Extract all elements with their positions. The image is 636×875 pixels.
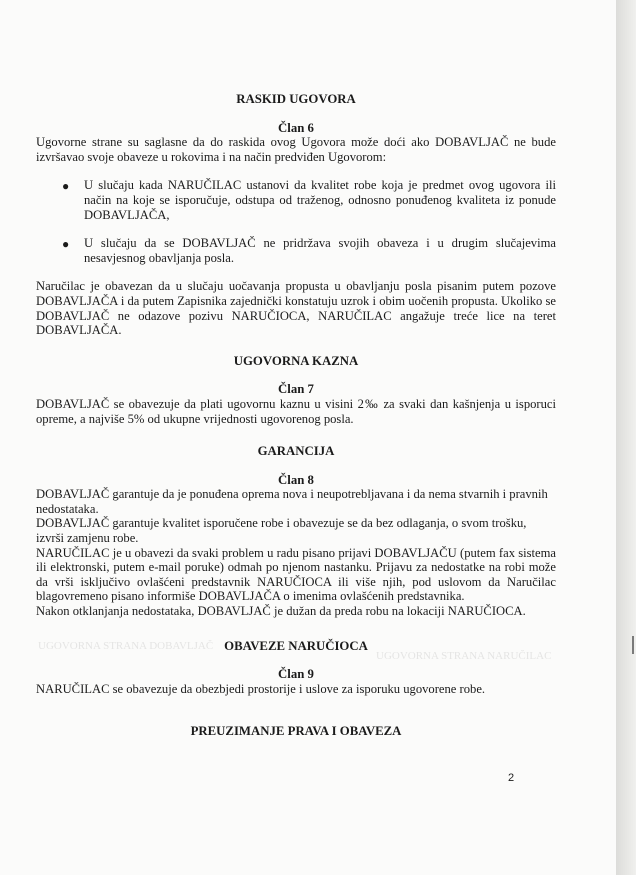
list-item-text: U slučaju kada NARUČILAC ustanovi da kvalitet robe koja je predmet ovog ugovora ili način na koje se isporučuje, odstupa od traženog, odnosno ponuđenog kvaliteta iz ponude DOBAVLJAČA,	[84, 178, 556, 222]
article-6-paragraph-2: Naručilac je obavezan da u slučaju uočavanja propusta u obavljanju posla pisanim putem pozove DOBAVLJAČA i da putem Zapisnika zajednički konstatuju uzrok i obim uočenih propusta. Ukoliko se DOBAVLJAČ ne odazove pozivu NARUČIOCA, NARUČILAC angažuje treće lice na teret DOBAVLJAČA.	[36, 279, 556, 338]
section-heading-garancija: GARANCIJA	[257, 444, 335, 459]
list-item	[36, 236, 556, 265]
bullet-icon: ●	[62, 179, 70, 194]
article-title-6: Član 6	[278, 120, 314, 135]
section-heading-kazna: UGOVORNA KAZNA	[233, 353, 359, 368]
article-title-8: Član 8	[278, 472, 314, 487]
article-9-text: NARUČILAC se obavezuje da obezbjedi prostorije i uslove za isporuku ugovorene robe.	[36, 681, 486, 696]
show-through-right-text: UGOVORNA STRANA NARUČILAC	[376, 650, 552, 662]
article-title-7: Član 7	[278, 382, 314, 397]
article-8-paragraph-2: DOBAVLJAČ garantuje kvalitet isporučene robe i obavezuje se da bez odlaganja, o svom trošku, izvrši zamjenu robe.	[36, 516, 527, 546]
article-title-9: Član 9	[278, 667, 314, 682]
article-8-paragraph-4: Nakon otklanjanja nedostataka, DOBAVLJAČ je dužan da preda robu na lokaciji NARUČIOCA.	[36, 604, 526, 619]
document-body	[36, 92, 556, 739]
section-heading-preuzimanje: PREUZIMANJE PRAVA I OBAVEZA	[190, 724, 402, 739]
article-6-intro: Ugovorne strane su saglasne da do raskida ovog Ugovora može doći ako DOBAVLJAČ ne bude izvršavao svoje obaveze u rokovima i na način predviđen Ugovorom:	[36, 135, 556, 164]
article-7-text: DOBAVLJAČ se obavezuje da plati ugovornu kaznu u visini 2‰ za svaki dan kašnjenja u isporuci opreme, a najviše 5% od ukupne vrijednosti ugovorenog posla.	[36, 396, 556, 426]
article-6-list	[36, 178, 556, 265]
section-heading-raskid: RASKID UGOVORA	[236, 92, 356, 106]
bullet-icon: ●	[62, 237, 70, 252]
list-item-text: U slučaju da se DOBAVLJAČ ne pridržava svojih obaveza i u drugim slučajevima nesavjesnog obavljanja posla.	[84, 236, 556, 265]
list-item	[36, 178, 556, 222]
show-through-left-text: UGOVORNA STRANA DOBAVLJAČ	[38, 640, 214, 652]
page-number: 2	[508, 772, 515, 784]
next-page-edge	[616, 0, 636, 875]
article-8-paragraph-1: DOBAVLJAČ garantuje da je ponuđena oprema nova i neupotrebljavana i da nema stvarnih i pravnih nedostataka.	[36, 487, 548, 516]
article-8-paragraph-3: NARUČILAC je u obavezi da svaki problem u radu pisano prijavi DOBAVLJAČU (putem fax sistema ili elektronski, putem e-mail poruke) odmah po njenom nastanku. Prijavu za nedostatke na robi može da vrši isključivo ovlašćeni predstavnik NARUČIOCA ili više njih, pod uslovom da Naručilac blagovremeno pisano informiše DOBAVLJAČA o imenima ovlašćenih predstavnika.	[36, 545, 556, 604]
margin-mark	[632, 636, 634, 654]
section-heading-obaveze: OBAVEZE NARUČIOCA	[224, 638, 368, 653]
